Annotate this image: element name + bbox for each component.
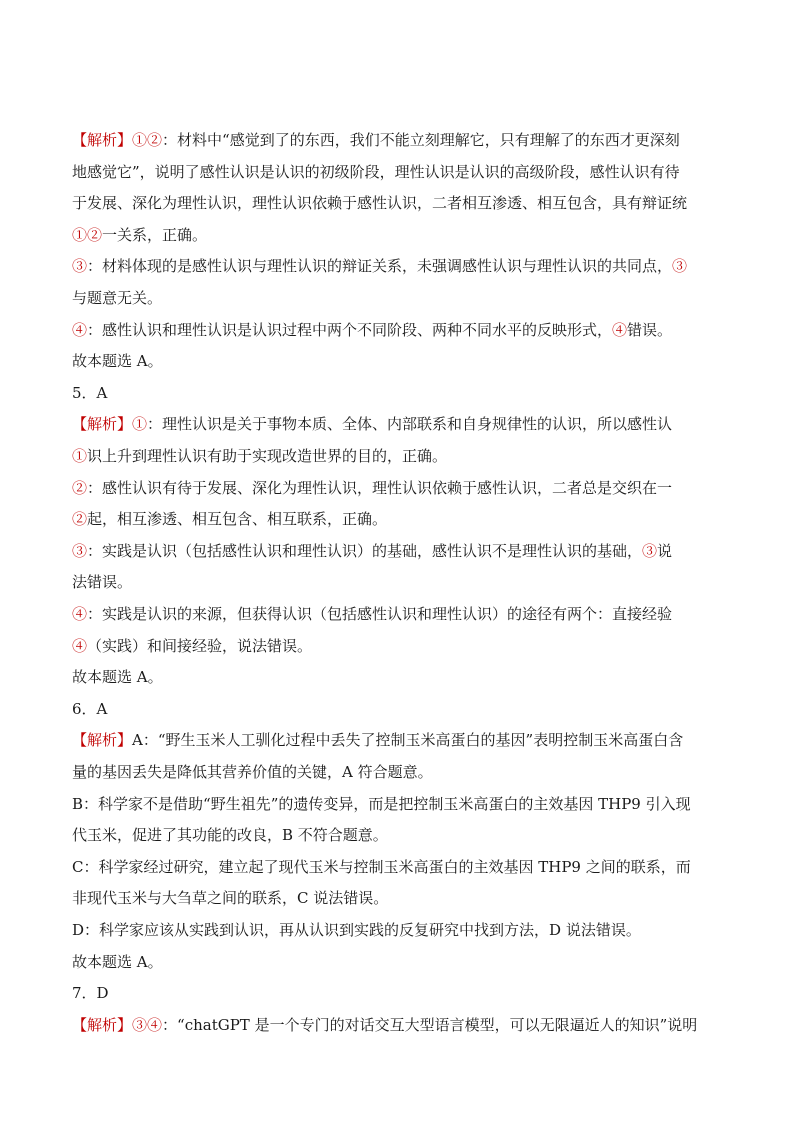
text-line bbox=[72, 952, 163, 972]
line-text: B：科学家不是借助“野生祖先”的遗传变异，而是把控制玉米高蛋白的主效基因 THP9 引入现 bbox=[72, 794, 691, 813]
line-text: ：“chatGPT 是一个专门的对话交互大型语言模型，可以无限逼近人的知识”说明 bbox=[162, 1015, 698, 1034]
text-line bbox=[72, 667, 163, 687]
text-line bbox=[72, 225, 207, 245]
text-line bbox=[72, 320, 672, 340]
line-text: 正确。 bbox=[342, 510, 388, 529]
text-line bbox=[72, 383, 107, 403]
line-text: ：材料体现的是感性认识与理性认识的辩证关系，未强调感性认识与理性认识的共同点， bbox=[87, 257, 673, 276]
option-number: ④ bbox=[72, 605, 88, 623]
option-number: ④ bbox=[72, 636, 88, 655]
line-text: C：科学家经过研究，建立起了现代玉米与控制玉米高蛋白的主效基因 THP9 之间的联系，而 bbox=[72, 857, 691, 876]
line-text: A：“野生玉米人工驯化过程中丢失了控制玉米高蛋白的基因”表明控制玉米高蛋白含 bbox=[132, 731, 684, 750]
text-line bbox=[72, 351, 163, 371]
option-number: ③ bbox=[642, 541, 658, 560]
line-text: ：感性认识和理性认识是认识过程中两个不同阶段、两种不同水平的反映形式， bbox=[87, 320, 613, 339]
text-line bbox=[72, 699, 107, 719]
option-number: ③ bbox=[672, 257, 688, 276]
line-text: 错误。 bbox=[627, 320, 673, 339]
line-text: 地感觉它”，说明了感性认识是认识的初级阶段，理性认识是认识的高级阶段，感性认识有待 bbox=[72, 162, 680, 181]
line-text: ：实践是认识（包括感性认识和理性认识）的基础，感性认识不是理性认识的基础， bbox=[87, 541, 643, 560]
text-line bbox=[72, 288, 162, 308]
option-number: ③ bbox=[72, 257, 88, 276]
line-text: 正确。 bbox=[402, 447, 448, 465]
line-text: ：理性认识是关于事物本质、全体、内部联系和自身规律性的认识，所以感性认 bbox=[147, 415, 673, 434]
option-number: ④ bbox=[612, 320, 628, 339]
line-text: 故本题选 A。 bbox=[72, 952, 163, 971]
option-number: ② bbox=[72, 510, 88, 529]
line-text: ：材料中“感觉到了的东西，我们不能立刻理解它，只有理解了的东西才更深刻 bbox=[162, 131, 680, 149]
text-line bbox=[72, 541, 672, 561]
line-text: 6．A bbox=[72, 699, 108, 718]
text-line bbox=[72, 130, 680, 150]
text-line bbox=[72, 888, 388, 908]
option-number: ④ bbox=[72, 320, 88, 339]
line-text: 非现代玉米与大刍草之间的联系，C 说法错误。 bbox=[72, 889, 389, 908]
text-line bbox=[72, 636, 312, 656]
text-line bbox=[72, 478, 672, 498]
line-text: 量的基因丢失是降低其营养价值的关键，A 符合题意。 bbox=[72, 763, 433, 781]
text-line bbox=[72, 730, 683, 750]
analysis-tag: 【解析】 bbox=[72, 731, 133, 750]
line-text: （实践）和间接经验， bbox=[87, 636, 238, 655]
text-line bbox=[72, 162, 680, 182]
option-number: ①② bbox=[132, 131, 163, 149]
text-line bbox=[72, 1015, 697, 1035]
line-text: 正确。 bbox=[162, 225, 208, 244]
line-text: ：感性认识有待于发展、深化为理性认识，理性认识依赖于感性认识，二者总是交织在一 bbox=[87, 478, 673, 497]
line-text: 法错误。 bbox=[72, 573, 133, 592]
option-number: ① bbox=[72, 447, 88, 465]
text-line bbox=[72, 572, 132, 592]
analysis-tag: 【解析】 bbox=[72, 1015, 133, 1034]
line-text: 5．A bbox=[72, 383, 108, 402]
text-line bbox=[72, 857, 691, 877]
text-line bbox=[72, 983, 109, 1003]
line-text: 于发展、深化为理性认识，理性认识依赖于感性认识，二者相互渗透、相互包含，具有辩证统 bbox=[72, 194, 688, 213]
option-number: ② bbox=[72, 478, 88, 497]
analysis-tag: 【解析】 bbox=[72, 415, 133, 434]
text-line bbox=[72, 762, 433, 782]
option-number: ③④ bbox=[132, 1015, 163, 1034]
line-text: 代玉米，促进了其功能的改良，B 不符合题意。 bbox=[72, 826, 388, 845]
line-text: 说 bbox=[657, 541, 673, 560]
line-text: 识上升到理性认识有助于实现改造世界的目的， bbox=[87, 447, 403, 465]
line-text: 与题意无关。 bbox=[72, 289, 163, 307]
text-line bbox=[72, 604, 672, 624]
text-line bbox=[72, 509, 387, 529]
line-text: D：科学家应该从实践到认识，再从认识到实践的反复研究中找到方法，D 说法错误。 bbox=[72, 921, 641, 939]
line-text: 故本题选 A。 bbox=[72, 668, 163, 687]
option-number: ① bbox=[132, 415, 148, 434]
line-text: 故本题选 A。 bbox=[72, 352, 163, 371]
line-text: 一关系， bbox=[102, 225, 163, 244]
analysis-tag: 【解析】 bbox=[72, 131, 133, 149]
text-line bbox=[72, 794, 691, 814]
text-line bbox=[72, 825, 388, 845]
line-text: 起，相互渗透、相互包含、相互联系， bbox=[87, 510, 343, 529]
line-text: 说法错误。 bbox=[237, 636, 313, 655]
option-number: ③ bbox=[72, 541, 88, 560]
line-text: ：实践是认识的来源，但获得认识（包括感性认识和理性认识）的途径有两个：直接经验 bbox=[87, 605, 673, 623]
text-line bbox=[72, 446, 447, 466]
line-text: 7．D bbox=[72, 984, 109, 1003]
text-line bbox=[72, 193, 687, 213]
text-line bbox=[72, 414, 672, 434]
option-number: ①② bbox=[72, 225, 103, 244]
text-line bbox=[72, 920, 641, 940]
text-line bbox=[72, 256, 687, 276]
